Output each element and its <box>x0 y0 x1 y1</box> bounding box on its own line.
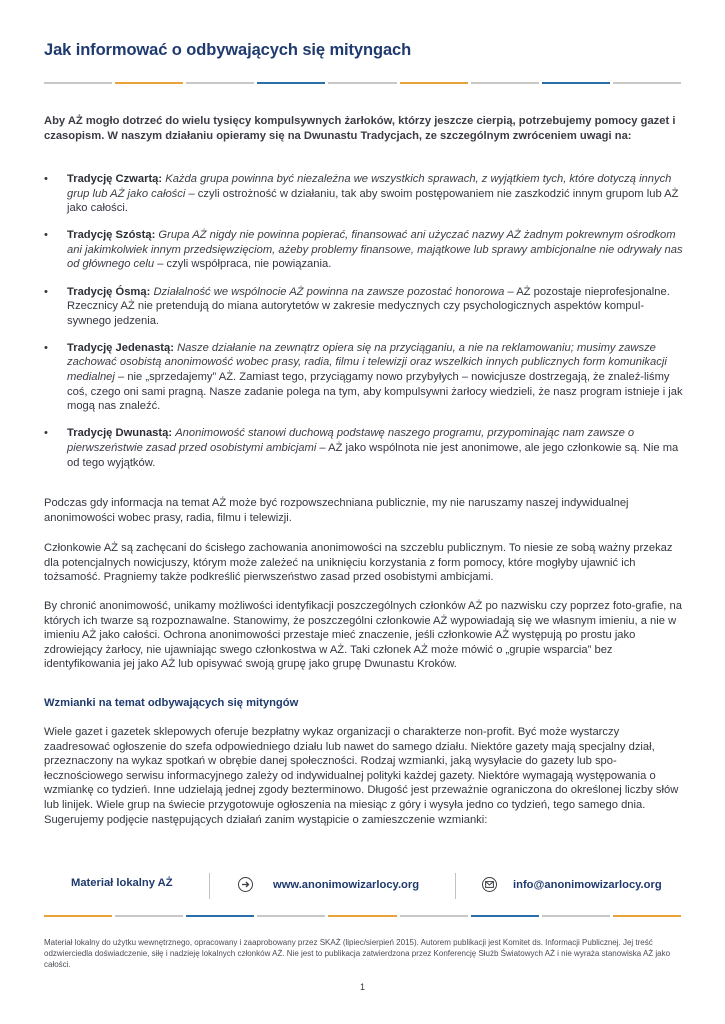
tradition-item <box>44 426 684 470</box>
section-body: Wiele gazet i gazetek sklepowych oferuje bezpłatny wykaz organizacji o charakterze non-profit. Być może wystarczy zaadresować ogłoszenie do szefa odpowiedniego działu lub nawet do samego działu. Niektóre gazety mają specjalny dział, przeznaczony na wykaz spotkań w obrębie danej społeczności. Rodzaj wzmianki, jaką wysyłacie do gazety lub spo-łecznościowego serwisu informacyjnego zależy od indywidualnej polityki każdej gazety. Niektóre wymagają występowania o wzmiankę co tydzień. Inne udzielają jednej zgody bezterminowo. Długość jest przeważnie ograniczona do określonej liczby słów lub linijek. Wiele grup na świecie przygotowuje ogłoszenia na miesiąc z góry i wysyła jedno co tydzień, tego samego dnia. Sugerujemy podjęcie następujących działań zanim wystąpicie o zamieszczenie wzmianki: <box>44 726 679 826</box>
bullet: • <box>44 427 48 440</box>
bullet: • <box>44 285 48 298</box>
bullet: • <box>44 173 48 185</box>
section-heading: Wzmianki na temat odbywających się mityngów <box>44 697 299 709</box>
traditions-list <box>44 172 684 483</box>
tradition-quote: Grupa AŻ nigdy nie powinna popierać, finansować ani użyczać nazwy AŻ żadnym pokrewnym ośrodkom ani jakimkolwiek innym przedsięwzięciom, ażeby problemy finansowe, majątkowe lub sprawy ambicjonalne nie odrywały nas od głównego celu <box>67 229 683 271</box>
material-label: Materiał lokalny AŻ <box>71 877 173 889</box>
tradition-item <box>44 285 684 329</box>
page-number: 1 <box>359 982 365 992</box>
anonymity-paragraph-1: Podczas gdy informacja na temat AŻ może być rozpowszechniana publicznie, my nie naruszamy naszej indywidualnej anonimowości wobec prasy, radia, filmu i telewizji. <box>44 497 629 524</box>
intro-paragraph: Aby AŻ mogło dotrzeć do wielu tysięcy kompulsywnych żarłoków, którzy jeszcze cierpią, potrzebujemy pomocy gazet i czasopism. W naszym działaniu opieramy się na Dwunastu Tradycjach, ze szczególnym zwróceniem uwagi na: <box>44 115 676 142</box>
bullet: • <box>44 341 48 354</box>
footer-disclaimer: Materiał lokalny do użytku wewnętrznego, opracowany i zaaprobowany przez SKAŻ (lipiec/sierpień 2015). Autorem publikacji jest Komitet ds. Informacji Publicznej. Jej treść odzwierciedla doświadczenie, siłę i nadzieję lokalnych członków AŻ. Nie jest to publikacja zatwierdzona przez Konferencję Służb Światowych AŻ i nie wyraża stanowiska AŻ jako całości. <box>44 938 671 970</box>
tradition-explanation: – AŻ jako wspólnota nie jest anonimowe, ale jego członkowie są. Nie ma od tego wyjątków. <box>67 441 679 469</box>
envelope-icon <box>482 877 497 892</box>
divider <box>209 873 210 899</box>
tradition-explanation: – czyli ostrożność w działaniu, tak aby swoim postępowaniem nie zaszkodzić innym grupom lub AŻ jako całości. <box>67 187 679 215</box>
email-link[interactable] <box>482 877 662 892</box>
email-text: info@anonimowizarlocy.org <box>513 878 662 891</box>
tradition-label: Tradycję Jedenastą: <box>67 341 174 354</box>
tradition-item <box>44 172 684 216</box>
website-text: www.anonimowizarlocy.org <box>273 878 420 891</box>
arrow-circle-icon <box>238 877 253 892</box>
footer-contacts <box>44 871 681 901</box>
tradition-quote: Nasze działanie na zewnątrz opiera się na przyciąganiu, a nie na reklamowaniu; musimy zawsze zachować osobistą anonimowość wobec prasy, radia, filmu i telewizji oraz wszelkich innych publicznych form komunikacji medialnej <box>67 341 667 384</box>
tradition-explanation: – AŻ pozostaje nieprofesjonalne. Rzecznicy AŻ nie pretendują do miana autorytetów w zakresie medycznych czy psychologicznych aspektów kompul-sywnego jedzenia. <box>67 285 670 327</box>
bullet: • <box>44 229 48 242</box>
page-title: Jak informować o odbywających się mityngach <box>44 41 412 59</box>
tradition-quote: Anonimowość stanowi duchową podstawę naszego programu, przypominając nam zawsze o pierwszeństwie zasad przed osobistymi ambicjami <box>67 427 635 454</box>
bottom-divider <box>44 915 681 917</box>
tradition-explanation: – czyli współpraca, nie powiązania. <box>154 258 332 271</box>
tradition-label: Tradycję Czwartą: <box>67 173 163 185</box>
divider <box>455 873 456 899</box>
tradition-explanation: – nie „sprzedajemy” AŻ. Zamiast tego, przyciągamy nowo przybyłych – nowicjusze dostrzegają, że znaleź-liśmy coś, czego oni sami pragną. Nasze zadanie polega na tym, aby kompulsywni żarłocy wiedzieli, że nasz program istnieje i jak mogą nas znaleźć. <box>67 371 683 413</box>
anonymity-paragraph-3: By chronić anonimowość, unikamy możliwości identyfikacji poszczególnych członków AŻ po nazwisku czy poprzez foto-grafie, na których ich twarze są rozpoznawalne. Stanowimy, że poszczególni członkowie AŻ wypowiadają się we własnym imieniu, a nie w imieniu AŻ jako całości. Ochrona anonimowości przestaje mieć znaczenie, jeśli członkowie AŻ występują po prostu jako zdrowiejący żarłocy, nie ujawniając swego członkostwa w AŻ. Taki członek AŻ może mówić o „grupie wsparcia” bez identyfikowania jej jako AŻ lub opisywać swoją grupę jako grupę Dwunastu Kroków. <box>44 600 682 671</box>
website-link[interactable] <box>238 877 419 892</box>
tradition-quote: Każda grupa powinna być niezależna we wszystkich sprawach, z wyjątkiem tych, które dotyczą innych grup lub AŻ jako całości <box>67 173 672 200</box>
top-divider <box>44 82 681 84</box>
tradition-label: Tradycję Dwunastą: <box>67 427 173 440</box>
tradition-quote: Działalność we wspólnocie AŻ powinna na zawsze pozostać honorowa <box>153 285 505 298</box>
anonymity-paragraph-2: Członkowie AŻ są zachęcani do ścisłego zachowania anonimowości na szczeblu publicznym. To niesie ze sobą ważny przekaz dla potencjalnych nowicjuszy, którym może zależeć na uniknięciu korzystania z form pomocy, które mogłyby ujawnić ich tożsamość. Pragniemy także podkreślić pierwszeństwo zasad przed osobistymi ambicjami. <box>44 542 673 584</box>
tradition-label: Tradycję Szóstą: <box>67 229 156 242</box>
tradition-item <box>44 341 684 414</box>
tradition-label: Tradycję Ósmą: <box>67 285 151 298</box>
tradition-item <box>44 228 684 272</box>
